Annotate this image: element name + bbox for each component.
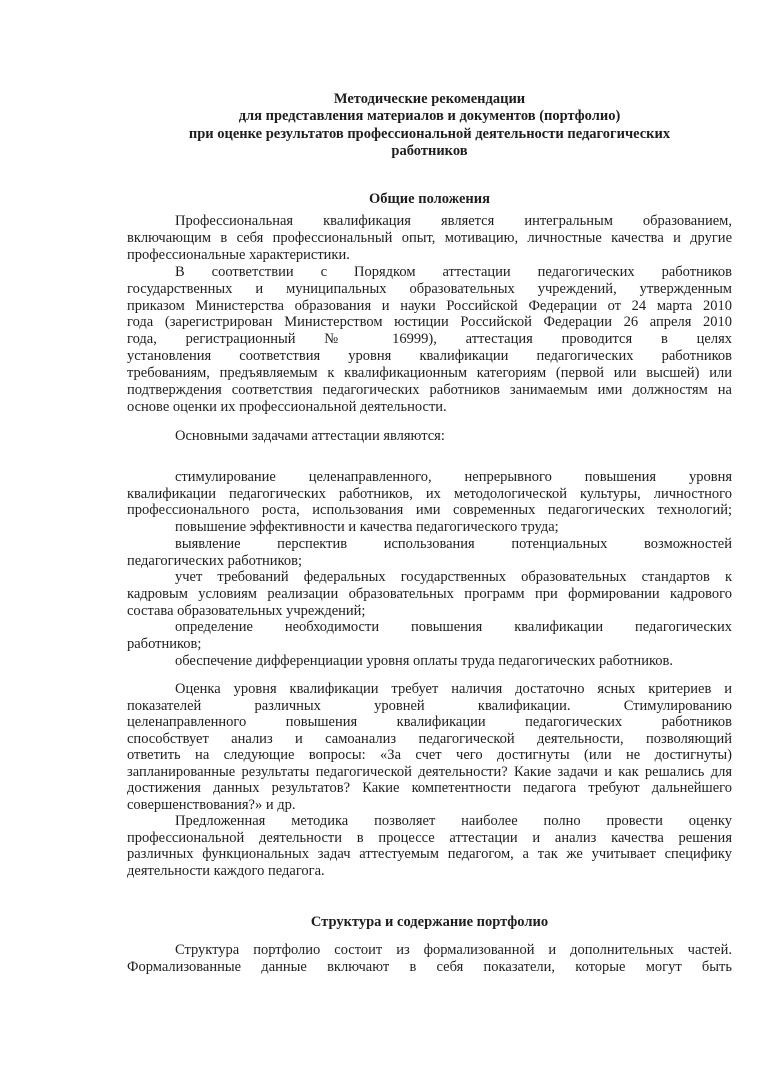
text-line: стимулирование целенаправленного, непрерывного повышения уровня [175,469,732,485]
text-line: кадровым условиям реализации образовательных программ при формировании кадрового [127,585,732,602]
text-line: обеспечение дифференциации уровня оплаты труда педагогических работников. [175,652,673,669]
text-line: государственных и муниципальных образовательных учреждений, утвержденным [127,280,732,297]
text-line: педагогических работников; [127,552,302,569]
text-line: года, регистрационный № 16999), аттестация проводится в целях [127,331,732,348]
section-heading-general: Общие положения [369,191,490,207]
paragraph-structure [127,942,732,976]
text-line: учет требований федеральных государственных образовательных стандартов к [175,569,732,586]
document-title [127,91,732,160]
text-line: требованиям, предъявляемым к квалификационным категориям (первой или высшей) или [127,365,732,382]
title-line: работников [391,142,468,159]
text-line: повышение эффективности и качества педагогического труда; [175,519,559,536]
text-line: включающим в себя профессиональный опыт, мотивацию, личностные качества и другие [127,229,732,246]
text-line: выявление перспектив использования потенциальных возможностей [175,535,732,552]
tasks-list [127,469,732,669]
paragraphs-general [127,213,732,416]
section-heading-structure: Структура и содержание портфолио [310,914,549,930]
text-line: работников; [127,636,202,653]
text-line: квалификации педагогических работников, их методологической культуры, личностного [127,485,732,502]
text-line: установления соответствия уровня квалификации педагогических работников [127,348,732,365]
text-line: года (зарегистрирован Министерством юстиции Российской Федерации 26 апреля 2010 [127,314,732,331]
text-line: подтверждения соответствия педагогических работников занимаемым ими должностям на [127,382,732,399]
text-line: деятельности каждого педагога. [127,862,325,879]
text-line: различных функциональных задач аттестуемым педагогом, а так же учитывает специфику [127,846,732,862]
text-line: В соответствии с Порядком аттестации педагогических работников [175,263,732,280]
text-line: ответить на следующие вопросы: «За счет чего достигнуты (или не достигнуты) [127,747,732,763]
text-line: Основными задачами аттестации являются: [175,428,445,444]
title-line: Методические рекомендации [333,91,526,107]
tasks-intro [127,428,732,445]
text-line: Оценка уровня квалификации требует наличия достаточно ясных критериев и [175,681,732,697]
text-line: определение необходимости повышения квалификации педагогических [175,619,732,636]
text-line: Профессиональная квалификация является интегральным образованием, [175,213,732,229]
text-line: показателей различных уровней квалификации. Стимулированию [127,697,732,714]
text-line: целенаправленного повышения квалификации педагогических работников [127,714,732,730]
title-line: для представления материалов и документов (портфолио) [238,108,621,125]
text-line: профессионального роста, использования ими современных педагогических технологий; [127,502,732,519]
text-line: достижения данных результатов? Какие компетентности педагога требуют дальнейшего [127,780,732,796]
text-line: приказом Министерства образования и науки Российской Федерации от 24 марта 2010 [127,297,732,314]
paragraphs-assessment [127,681,732,879]
text-line: способствует анализ и самоанализ педагогической деятельности, позволяющий [127,730,732,747]
text-line: Предложенная методика позволяет наиболее полно провести оценку [175,813,732,829]
text-line: Формализованные данные включают в себя показатели, которые могут быть [127,959,732,975]
text-line: Структура портфолио состоит из формализованной и дополнительных частей. [175,942,732,958]
text-line: состава образовательных учреждений; [127,602,366,619]
text-line: совершенствования?» и др. [127,796,296,813]
text-line: запланированные результаты педагогической деятельности? Какие задачи и как решались для [127,763,732,780]
text-line: основе оценки их профессиональной деятельности. [127,398,447,415]
text-line: профессиональные характеристики. [127,246,350,263]
text-line: профессиональной деятельности в процессе аттестации и анализ качества решения [127,829,732,846]
title-line: при оценке результатов профессиональной деятельности педагогических [188,125,671,142]
